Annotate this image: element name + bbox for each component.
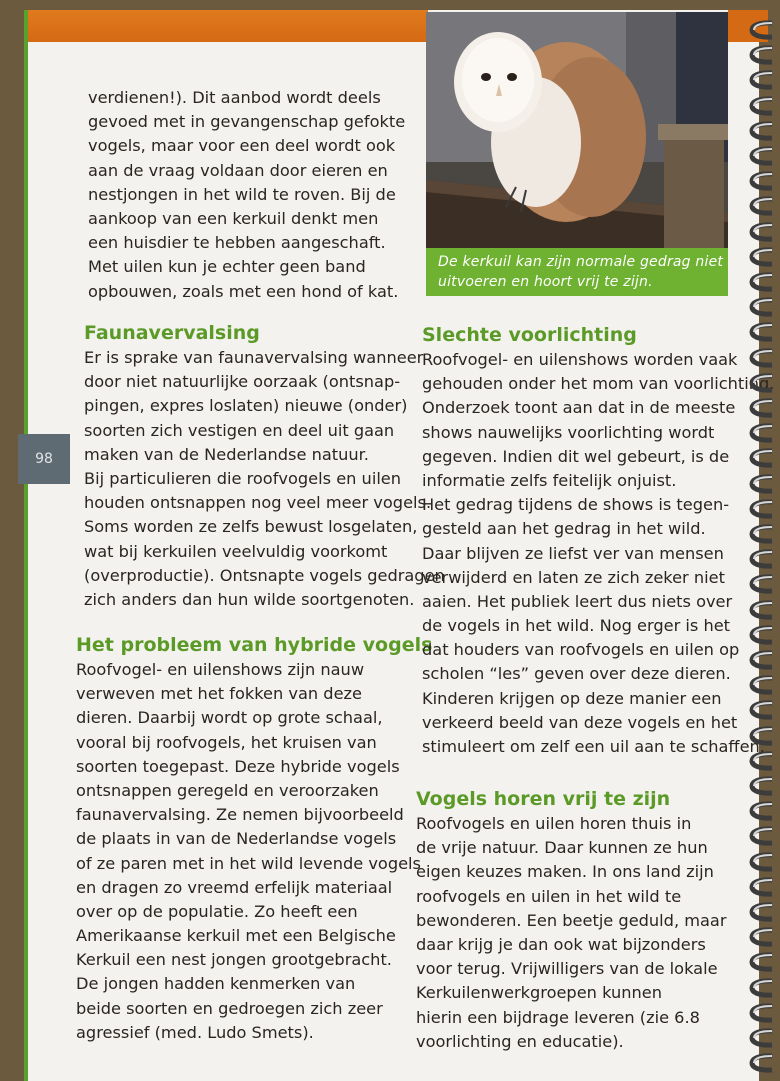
spiral-ring <box>748 524 778 544</box>
spiral-ring <box>748 171 778 191</box>
text-line: Kinderen krijgen op deze manier een <box>422 688 722 708</box>
text-line: wat bij kerkuilen veelvuldig voorkomt <box>84 541 388 561</box>
spiral-ring <box>748 877 778 897</box>
spiral-ring <box>748 448 778 468</box>
text-line: maken van de Nederlandse natuur. <box>84 444 369 464</box>
caption-line: De kerkuil kan zijn normale gedrag niet <box>438 254 724 270</box>
text-line: faunavervalsing. Ze nemen bijvoorbeeld <box>76 805 404 825</box>
text-line: aankoop van een kerkuil denkt men <box>88 208 379 228</box>
spiral-ring <box>748 1028 778 1048</box>
spiral-ring <box>748 700 778 720</box>
text-line: gehouden onder het mom van voorlichting. <box>422 374 775 394</box>
text-line: scholen “les” geven over deze dieren. <box>422 664 731 684</box>
barn-owl-illustration <box>426 12 728 248</box>
right-section-vogels-vrij <box>416 786 727 1054</box>
text-line: Amerikaanse kerkuil met een Belgische <box>76 926 396 946</box>
page-edge-stripe <box>24 10 28 1081</box>
text-line: voor terug. Vrijwilligers van de lokale <box>416 959 718 979</box>
text-line: De jongen hadden kenmerken van <box>76 974 356 994</box>
text-line: Daar blijven ze liefst ver van mensen <box>422 543 724 563</box>
text-line: Bij particulieren die roofvogels en uilen <box>84 468 402 488</box>
spiral-ring <box>748 247 778 267</box>
text-line: door niet natuurlijke oorzaak (ontsnap- <box>84 372 401 392</box>
text-line: Onderzoek toont aan dat in de meeste <box>422 398 736 418</box>
spiral-ring <box>748 927 778 947</box>
text-line: gesteld aan het gedrag in het wild. <box>422 519 706 539</box>
spiral-ring <box>748 776 778 796</box>
header-color-bar <box>28 10 428 42</box>
caption-line: uitvoeren en hoort vrij te zijn. <box>438 274 653 290</box>
spiral-ring <box>748 751 778 771</box>
spiral-ring <box>748 121 778 141</box>
text-line: stimuleert om zelf een uil aan te schaffen. <box>422 737 765 756</box>
text-line: en dragen zo vreemd erfelijk materiaal <box>76 877 393 897</box>
text-line: Kerkuil een nest jongen grootgebracht. <box>76 950 392 970</box>
spiral-ring <box>748 1053 778 1073</box>
text-line: soorten toegepast. Deze hybride vogels <box>76 756 400 776</box>
page-number: 98 <box>35 451 53 467</box>
spiral-binding <box>748 20 780 1081</box>
section-heading: Slechte voorlichting <box>422 324 637 346</box>
text-line: aan de vraag voldaan door eieren en <box>88 160 388 180</box>
text-line: Roofvogel- en uilenshows worden vaak <box>422 350 738 369</box>
spiral-ring <box>748 902 778 922</box>
spiral-ring <box>748 20 778 40</box>
text-line: houden ontsnappen nog veel meer vogels. <box>84 493 432 513</box>
spiral-ring <box>748 852 778 872</box>
text-line: Soms worden ze zelfs bewust losgelaten, <box>84 517 418 537</box>
barn-owl-photo <box>426 12 728 248</box>
spiral-ring <box>748 96 778 116</box>
spiral-ring <box>748 348 778 368</box>
spiral-ring <box>748 474 778 494</box>
text-line: verdienen!). Dit aanbod wordt deels <box>88 88 381 107</box>
spiral-ring <box>748 45 778 65</box>
left-section-faunavervalsing <box>84 320 445 612</box>
spiral-ring <box>748 549 778 569</box>
spiral-ring <box>748 726 778 746</box>
text-line: de vrije natuur. Daar kunnen ze hun <box>416 838 708 858</box>
text-line: Kerkuilenwerkgroepen kunnen <box>416 983 662 1003</box>
spiral-ring <box>748 398 778 418</box>
spiral-ring <box>748 625 778 645</box>
text-line: dieren. Daarbij wordt op grote schaal, <box>76 708 383 728</box>
spiral-ring <box>748 222 778 242</box>
spiral-ring <box>748 499 778 519</box>
spiral-ring <box>748 675 778 695</box>
text-line: Roofvogel- en uilenshows zijn nauw <box>76 660 365 679</box>
text-line: vooral bij roofvogels, het kruisen van <box>76 732 377 752</box>
spiral-ring <box>748 297 778 317</box>
text-line: bewonderen. Een beetje geduld, maar <box>416 910 727 930</box>
spiral-ring <box>748 70 778 90</box>
text-line: (overproductie). Ontsnapte vogels gedragen <box>84 565 445 585</box>
spiral-ring <box>748 574 778 594</box>
left-section-hybride-vogels <box>76 632 432 1045</box>
text-line: pingen, expres loslaten) nieuwe (onder) <box>84 396 408 416</box>
text-line: voorlichting en educatie). <box>416 1031 624 1051</box>
text-line: Met uilen kun je echter geen band <box>88 257 366 277</box>
text-line: agressief (med. Ludo Smets). <box>76 1022 314 1042</box>
text-line: verwijderd en laten ze zich zeker niet <box>422 567 725 587</box>
text-line: Er is sprake van faunavervalsing wanneer <box>84 348 424 367</box>
text-line: zich anders dan hun wilde soortgenoten. <box>84 589 415 609</box>
text-line: of ze paren met in het wild levende vogels <box>76 853 421 873</box>
text-line: vogels, maar voor een deel wordt ook <box>88 136 396 156</box>
spiral-ring <box>748 322 778 342</box>
spiral-ring <box>748 146 778 166</box>
text-line: roofvogels en uilen in het wild te <box>416 886 682 906</box>
spiral-ring <box>748 196 778 216</box>
text-line: opbouwen, zoals met een hond of kat. <box>88 281 399 301</box>
text-line: Roofvogels en uilen horen thuis in <box>416 814 692 833</box>
text-line: de vogels in het wild. Nog erger is het <box>422 616 731 636</box>
right-section-slechte-voorlichting <box>422 322 774 759</box>
text-line: verweven met het fokken van deze <box>76 684 362 704</box>
section-heading: Vogels horen vrij te zijn <box>416 788 671 810</box>
spiral-ring <box>748 650 778 670</box>
text-line: beide soorten en gedroegen zich zeer <box>76 998 383 1018</box>
spiral-ring <box>748 600 778 620</box>
photo-caption <box>426 248 728 296</box>
text-line: ontsnappen geregeld en veroorzaken <box>76 780 379 800</box>
text-line: daar krijg je dan ook wat bijzonders <box>416 934 706 954</box>
text-line: soorten zich vestigen en deel uit gaan <box>84 420 395 440</box>
text-line: Het gedrag tijdens de shows is tegen- <box>422 495 730 515</box>
spiral-ring <box>748 952 778 972</box>
text-line: hierin een bijdrage leveren (zie 6.8 <box>416 1007 700 1027</box>
text-line: informatie zelfs feitelijk onjuist. <box>422 470 677 490</box>
spiral-ring <box>748 1003 778 1023</box>
spiral-ring <box>748 423 778 443</box>
spiral-ring <box>748 801 778 821</box>
text-line: over op de populatie. Zo heeft een <box>76 901 358 921</box>
spiral-ring <box>748 272 778 292</box>
page-number-tab <box>18 434 70 484</box>
text-line: eigen keuzes maken. In ons land zijn <box>416 862 714 882</box>
text-line: verkeerd beeld van deze vogels en het <box>422 712 738 732</box>
spiral-ring <box>748 978 778 998</box>
section-heading: Faunavervalsing <box>84 322 260 344</box>
text-line: gegeven. Indien dit wel gebeurt, is de <box>422 446 730 466</box>
spiral-ring <box>748 373 778 393</box>
left-column-intro <box>88 86 405 304</box>
text-line: de plaats in van de Nederlandse vogels <box>76 829 397 849</box>
section-heading: Het probleem van hybride vogels <box>76 634 433 656</box>
text-line: aaien. Het publiek leert dus niets over <box>422 591 733 611</box>
spiral-ring <box>748 826 778 846</box>
text-line: gevoed met in gevangenschap gefokte <box>88 112 406 132</box>
text-line: dat houders van roofvogels en uilen op <box>422 640 740 660</box>
text-line: shows nauwelijks voorlichting wordt <box>422 422 715 442</box>
text-line: nestjongen in het wild te roven. Bij de <box>88 184 396 204</box>
text-line: een huisdier te hebben aangeschaft. <box>88 233 386 253</box>
